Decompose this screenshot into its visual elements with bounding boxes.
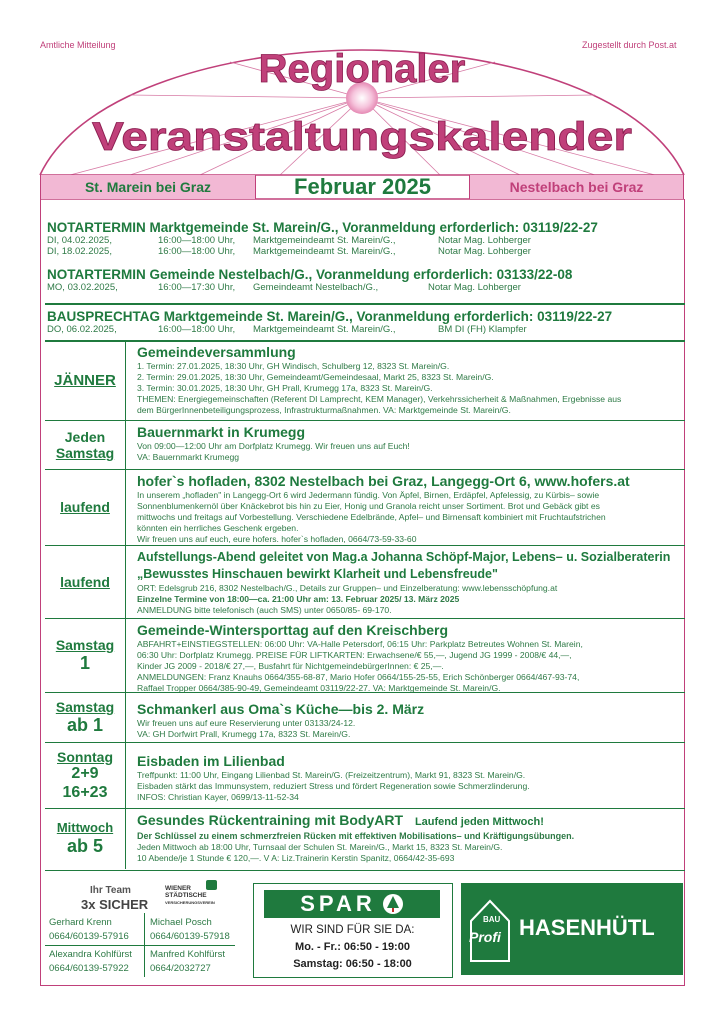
notice-person: Notar Mag. Lohberger [438,235,531,246]
event-date [45,470,126,545]
event-date [45,693,126,742]
event-line: Raffael Tropper 0664/385-90-49, Gemeindeamt 03119/22-27. VA: Marktgemeinde St. Marein/G. [137,683,501,693]
notice-time: 16:00—18:00 Uhr, [158,246,236,257]
event-body [126,619,685,692]
event-line: THEMEN: Energiegemeinschaften (Referent DI Lamprecht, KEM Manager), Verkehrssicherheit & Maßnahmen, Ergebnisse aus [137,394,622,404]
event-body [126,421,685,469]
insurer-sub: VERSICHERUNGSVEREIN [165,900,215,905]
event-line: Sonnenblumenkernöl über Knäckebrot bis hin zu Eier, Honig und Granola reicht unser Sortiment. Brot und Gebäck gibt es [137,501,600,511]
notice-bausprechtag [47,309,612,335]
event-line: dem BürgerInnenbeteiligungsprozess, Infrastrukturmaßnahmen. VA: Marktgemeinde St. Marein/G. [137,405,511,415]
contact-phone: 0664/60139-57918 [150,931,230,942]
event-title: Schmankerl aus Oma`s Küche—bis 2. März [137,701,425,717]
event-date [45,341,126,420]
event-schmankerl [45,693,685,743]
event-date-line: laufend [60,573,110,590]
notice-title: NOTARTERMIN Marktgemeinde St. Marein/G., Voranmeldung erforderlich: 03119/22-27 [47,220,598,235]
bottom-frame-line [40,985,685,986]
event-date [45,546,126,618]
event-date-line: Mittwoch [56,820,114,836]
event-title: Eisbaden im Lilienbad [137,753,285,769]
notice-place: Marktgemeindeamt St. Marein/G., [253,324,396,335]
official-notice-label: Amtliche Mitteilung [40,40,116,50]
event-title: Gemeindeversammlung [137,344,296,360]
contact-phone: 0664/2032727 [150,963,211,974]
contact-name: Manfred Kohlfürst [150,949,225,960]
event-bauernmarkt [45,421,685,470]
event-subtitle: Der Schlüssel zu einem schmerzfreien Rücken mit effektiven Mobilisations– und Kräftigungsübungen. [137,831,575,841]
notice-title: BAUSPRECHTAG Marktgemeinde St. Marein/G., Voranmeldung erforderlich: 03119/22-27 [47,309,613,324]
notice-time: 16:00—18:00 Uhr, [158,324,236,335]
notice-notar-nestelbach [47,267,572,293]
ad-spar [253,883,453,978]
bau-label: BAU [483,915,501,924]
event-gemeindeversammlung [45,341,685,421]
event-date-line: 2+9 [71,765,99,783]
postal-delivery-label: Zugestellt durch Post.at [582,40,677,50]
notice-place: Marktgemeindeamt St. Marein/G., [253,235,396,246]
event-aufstellungs-abend [45,546,685,619]
event-line: ABFAHRT+EINSTIEGSTELLEN: 06:00 Uhr: VA-Halle Petersdorf, 06:15 Uhr: Parkplatz Betreutes Wohnen St. Marein, [137,639,583,649]
sicher-ihr-team: Ihr Team [90,885,131,896]
event-line: 3. Termin: 30.01.2025, 18:30 Uhr, GH Prall, Krumegg 17a, 8323 St. Marein/G. [137,383,433,393]
event-date-line: 1 [79,653,90,674]
contact-name: Gerhard Krenn [49,917,112,928]
spar-tree-icon [382,893,404,915]
month-title: Februar 2025 [255,175,470,199]
event-title: hofer`s hofladen, 8302 Nestelbach bei Graz, Langegg-Ort 6, www.hofers.at [137,473,630,489]
contact-name: Michael Posch [150,917,212,928]
notice-place: Gemeindeamt Nestelbach/G., [253,282,379,293]
notice-day: DO, 06.02.2025, [47,324,117,335]
event-date [45,809,126,869]
event-date [45,619,126,692]
notice-time: 16:00—18:00 Uhr, [158,235,236,246]
spar-slogan: WIR SIND FÜR SIE DA: [290,924,415,936]
notice-person: Notar Mag. Lohberger [428,282,521,293]
sicher-name: 3x SICHER [81,897,149,912]
event-rueckentraining [45,809,685,869]
event-line: VA: Bauernmarkt Krumegg [137,452,240,462]
event-body [126,693,685,742]
event-body [126,743,685,808]
footer-ads [45,870,685,983]
notice-title: NOTARTERMIN Gemeinde Nestelbach/G., Voranmeldung erforderlich: 03133/22-08 [47,267,573,282]
event-line: 06:30 Uhr: Dorfplatz Krumegg. PREISE FÜR LIFTKARTEN: Erwachsene/€ 55,—, Jugend JG 1999 - 2008/€ 44,—, [137,650,572,660]
profi-label: Profi [469,929,501,945]
event-body [126,546,685,618]
event-date-line: Samstag [55,637,115,654]
event-wintersporttag [45,619,685,693]
event-line: Kinder JG 2009 - 2018/€ 27,—, Busfahrt für NichtgemeindebürgerInnen: € 25,—. [137,661,444,671]
contact-name: Alexandra Kohlfürst [49,949,132,960]
insurer-icon [206,880,217,890]
event-title: Bauernmarkt in Krumegg [137,424,306,440]
event-body [126,470,685,545]
divider [45,303,685,305]
event-title [137,812,685,831]
event-date-line: Samstag [55,699,115,716]
notice-line [47,246,598,257]
event-line: 2. Termin: 29.01.2025, 18:30 Uhr, Gemeindeamt/Gemeindesaal, Markt 25, 8323 St. Marein/G. [137,372,494,382]
spar-hours-saturday: Samstag: 06:50 - 18:00 [293,958,412,970]
ad-3x-sicher [45,871,245,983]
event-line: Wir freuen uns auf euch, eure hofers. hofer`s hofladen, 0664/73-59-33-60 [137,534,417,544]
event-date-line: laufend [60,499,110,516]
insurer-name: WIENER STÄDTISCHE [165,885,207,899]
notice-time: 16:00—17:30 Uhr, [158,282,236,293]
event-date-line: 16+23 [62,783,108,801]
left-frame-line [40,199,41,986]
notice-place: Marktgemeindeamt St. Marein/G., [253,246,396,257]
notice-day: DI, 04.02.2025, [47,235,112,246]
notice-person: Notar Mag. Lohberger [438,246,531,257]
spar-hours-weekday: Mo. - Fr.: 06:50 - 19:00 [295,941,410,953]
event-hofladen [45,470,685,546]
event-line: INFOS: Christian Kayer, 0699/13-11-52-34 [137,792,299,802]
event-title: Gemeinde-Wintersporttag auf den Kreischberg [137,622,449,638]
spar-brand: SPAR [300,891,376,916]
event-title-extra: Laufend jeden Mittwoch! [414,816,544,828]
event-line: 1. Termin: 27.01.2025, 18:30 Uhr, GH Windisch, Schulberg 12, 8323 St. Marein/G. [137,361,450,371]
event-line: VA: GH Dorfwirt Prall, Krumegg 17a, 8323 St. Marein/G. [137,729,351,739]
event-date-line: Jeden [64,428,106,445]
event-line: Eisbaden stärkt das Immunsystem, reduziert Stress und fördert Regeneration sowie Schmerzlinderung. [137,781,530,791]
event-line: Von 09:00—12:00 Uhr am Dorfplatz Krumegg. Wir freuen uns auf Euch! [137,441,410,451]
event-date-line: Sonntag [57,749,113,766]
spar-logo [264,890,440,918]
event-line: Einzelne Termine von 18:00—ca. 21:00 Uhr am: 13. Februar 2025/ 13. März 2025 [137,594,460,604]
notice-line [47,235,598,246]
event-line: Wir freuen uns auf eure Reservierung unter 03133/24-12. [137,718,356,728]
contact-phone: 0664/60139-57922 [49,963,129,974]
title-line-2: Veranstaltungskalender [92,115,632,159]
event-body [126,809,685,869]
sicher-row-divider [45,945,235,946]
event-line: mittwochs und freitags auf Vorbestellung. Verschiedene Edelbrände, Apfel– und Birnensaft kombiniert mit Fruchtaufstrichen [137,512,606,522]
contact-phone: 0664/60139-57916 [49,931,129,942]
event-line: In unserem „hofladen" in Langegg-Ort 6 wird Jedermann fündig. Von Äpfel, Birnen, Erdäpfel, Apfelessig, zu Kürbis– sowie [137,490,600,500]
notice-line [47,324,612,335]
event-line: 10 Abende/je 1 Stunde € 120,—. V A: Liz.Trainerin Kerstin Spanitz, 0664/42-35-693 [137,853,455,863]
ad-hasenhuetl [461,883,683,975]
notice-line [47,282,572,293]
event-date [45,743,126,808]
event-line: ANMELDUNG bitte telefonisch (auch SMS) unter 0650/85- 69-170. [137,605,392,615]
notice-day: DI, 18.02.2025, [47,246,112,257]
event-date-line: ab 5 [66,836,104,857]
event-date-line: JÄNNER [54,371,116,389]
event-line: ORT: Edelsgrub 216, 8302 Nestelbach/G., Details zur Gruppen– und Einzelberatung: www.lebensschöpfung.at [137,583,558,593]
event-title-text: Gesundes Rückentraining mit BodyART [137,812,404,828]
event-eisbaden [45,743,685,809]
notice-person: BM DI (FH) Klampfer [438,324,527,335]
title-line-1: Regionaler [258,47,466,91]
event-line: ANMELDUNGEN: Franz Knauhs 0664/355-68-87, Mario Hofer 0664/155-25-55, Erich Schönberger 0664/467-93-74, [137,672,580,682]
event-line: könnten ein herrliches Geschenk ergeben. [137,523,299,533]
left-place: St. Marein bei Graz [40,175,255,199]
right-place: Nestelbach bei Graz [470,175,684,199]
hasenhuetl-name: HASENHÜTL [519,915,655,940]
events-table [45,341,685,869]
event-body [126,341,685,420]
event-date-line: ab 1 [66,715,104,736]
event-subtitle: „Bewusstes Hinschauen bewirkt Klarheit und Lebensfreude" [137,567,498,581]
notice-day: MO, 03.02.2025, [47,282,118,293]
event-line: Treffpunkt: 11:00 Uhr, Eingang Lilienbad St. Marein/G. (Freizeitzentrum), Markt 91, 8323 St. Marein/G. [137,770,526,780]
notice-notar-st-marein [47,220,598,257]
event-line: Jeden Mittwoch ab 18:00 Uhr, Turnsaal der Schulen St. Marein/G., Markt 15, 8323 St. Marein/G. [137,842,503,852]
event-date [45,421,126,469]
event-date-line: Samstag [55,445,115,461]
event-title: Aufstellungs-Abend geleitet von Mag.a Johanna Schöpf-Major, Lebens– u. Sozialberaterin [137,550,671,564]
